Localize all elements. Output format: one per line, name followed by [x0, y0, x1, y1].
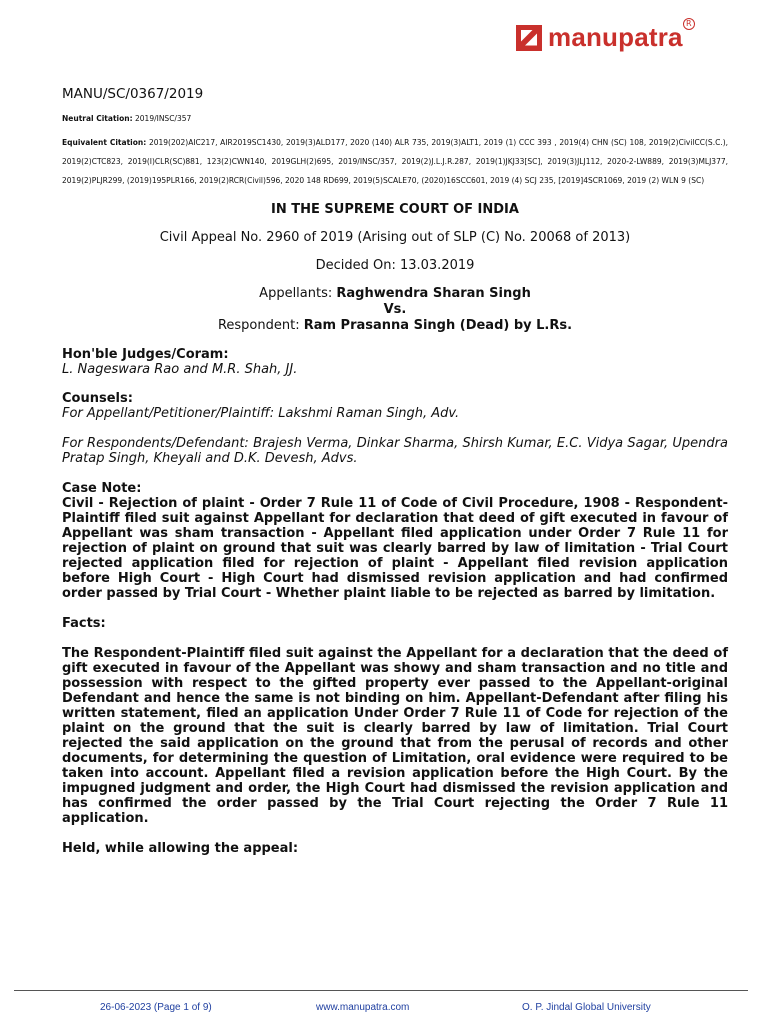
- equivalent-citation-label: Equivalent Citation:: [62, 137, 147, 147]
- logo-text: manupatra: [548, 22, 683, 52]
- appellants-label: Appellants:: [259, 285, 337, 301]
- registered-mark-icon: R: [683, 18, 695, 30]
- case-note-text: Civil - Rejection of plaint - Order 7 Rule 11 of Code of Civil Procedure, 1908 - Respondent-Plaintiff filed suit against Appellant for declaration that deed of gift executed in favour of Appellant was sham transaction - Appellant filed application under Order 7 Rule 11 for rejection of plaint on ground that suit was clearly barred by law of limitation - Trial Court rejected application filed for rejection of plaint - Appellant filed revision application before High Court - High Court had dismissed revision application and had confirmed order passed by Trial Court - Whether plaint liable to be rejected as barred by limitation.: [62, 495, 728, 601]
- counsel-appellant: For Appellant/Petitioner/Plaintiff: Lakshmi Raman Singh, Adv.: [62, 405, 460, 421]
- facts-text: The Respondent-Plaintiff filed suit against the Appellant for a declaration that the deed of gift executed in favour of the Appellant was showy and sham transaction and no title and possession with respect to the gifted property ever passed to the Appellant-original Defendant and hence the same is not binding on him. Appellant-Defendant after filing his written statement, filed an application Under Order 7 Rule 11 of Code for rejection of the plaint on the ground that the suit is clearly barred by law of limitation. Trial Court rejected the said application on the ground that from the perusal of records and other documents, for determining the question of Limitation, oral evidence were required to be taken into account. Appellant filed a revision application before the High Court. By the impugned judgment and order, the High Court had dismissed the revision application and has confirmed the order passed by the Trial Court rejecting the Order 7 Rule 11 application.: [62, 645, 728, 826]
- case-note-section: [62, 481, 728, 601]
- decided-on: Decided On: 13.03.2019: [315, 257, 475, 273]
- facts-section: [62, 616, 728, 826]
- footer-divider: [14, 990, 748, 991]
- manupatra-logo: [516, 19, 692, 53]
- manu-id: MANU/SC/0367/2019: [62, 86, 204, 102]
- judges-section: [62, 347, 728, 377]
- equivalent-citation: [62, 133, 728, 190]
- parties: [62, 286, 728, 334]
- footer-university: O. P. Jindal Global University: [522, 1002, 651, 1013]
- appellants-line: [62, 286, 728, 302]
- neutral-citation: [62, 115, 728, 123]
- counsels-header: Counsels:: [62, 390, 133, 406]
- footer-website-link[interactable]: www.manupatra.com: [316, 1002, 410, 1013]
- appellants-name: Raghwendra Sharan Singh: [336, 285, 531, 301]
- respondent-name: Ram Prasanna Singh (Dead) by L.Rs.: [303, 317, 573, 333]
- court-title: IN THE SUPREME COURT OF INDIA: [271, 201, 519, 217]
- manupatra-logo-mark-icon: [516, 25, 542, 51]
- judges-names: L. Nageswara Rao and M.R. Shah, JJ.: [62, 361, 298, 377]
- footer-date-page: 26-06-2023 (Page 1 of 9): [100, 1002, 212, 1013]
- neutral-citation-label: Neutral Citation:: [62, 114, 133, 123]
- neutral-citation-value: 2019/INSC/357: [135, 114, 192, 123]
- document-body: [62, 86, 728, 856]
- facts-header: Facts:: [62, 615, 106, 631]
- respondent-label: Respondent:: [217, 317, 304, 333]
- respondent-line: [62, 318, 728, 334]
- equivalent-citation-value: 2019(202)AIC217, AIR2019SC1430, 2019(3)ALD177, 2020 (140) ALR 735, 2019(3)ALT1, 2019 (1) CCC 393 , 2019(4) CHN (SC) 108, 2019(2)CivilCC(S.C.), 2019(2)CTC823, 2019(I)CLR(SC)881, 123(2)CWN140, 2019GLH(2)695, 2019/INSC/357, 2019(2)J.L.J.R.287, 2019(1)JKJ33[SC], 2019(3)JLJ112, 2020-2-LW889, 2019(3)MLJ377, 2019(2)PLJR299, (2019)195PLR166, 2019(2)RCR(Civil)596, 2020 148 RD699, 2019(5)SCALE70, (2020)16SCC601, 2019 (4) SCJ 235, [2019]4SCR1069, 2019 (2) WLN 9 (SC): [62, 137, 729, 185]
- judges-header: Hon'ble Judges/Coram:: [62, 346, 229, 362]
- civil-appeal-number: Civil Appeal No. 2960 of 2019 (Arising out of SLP (C) No. 20068 of 2013): [159, 229, 631, 245]
- case-note-header: Case Note:: [62, 480, 142, 496]
- counsels-section: [62, 391, 728, 466]
- held-heading: Held, while allowing the appeal:: [62, 840, 299, 856]
- counsel-respondents: For Respondents/Defendant: Brajesh Verma, Dinkar Sharma, Shirsh Kumar, E.C. Vidya Sagar, Upendra Pratap Singh, Kheyali and D.K. Devesh, Advs.: [62, 435, 728, 466]
- versus: Vs.: [383, 301, 407, 317]
